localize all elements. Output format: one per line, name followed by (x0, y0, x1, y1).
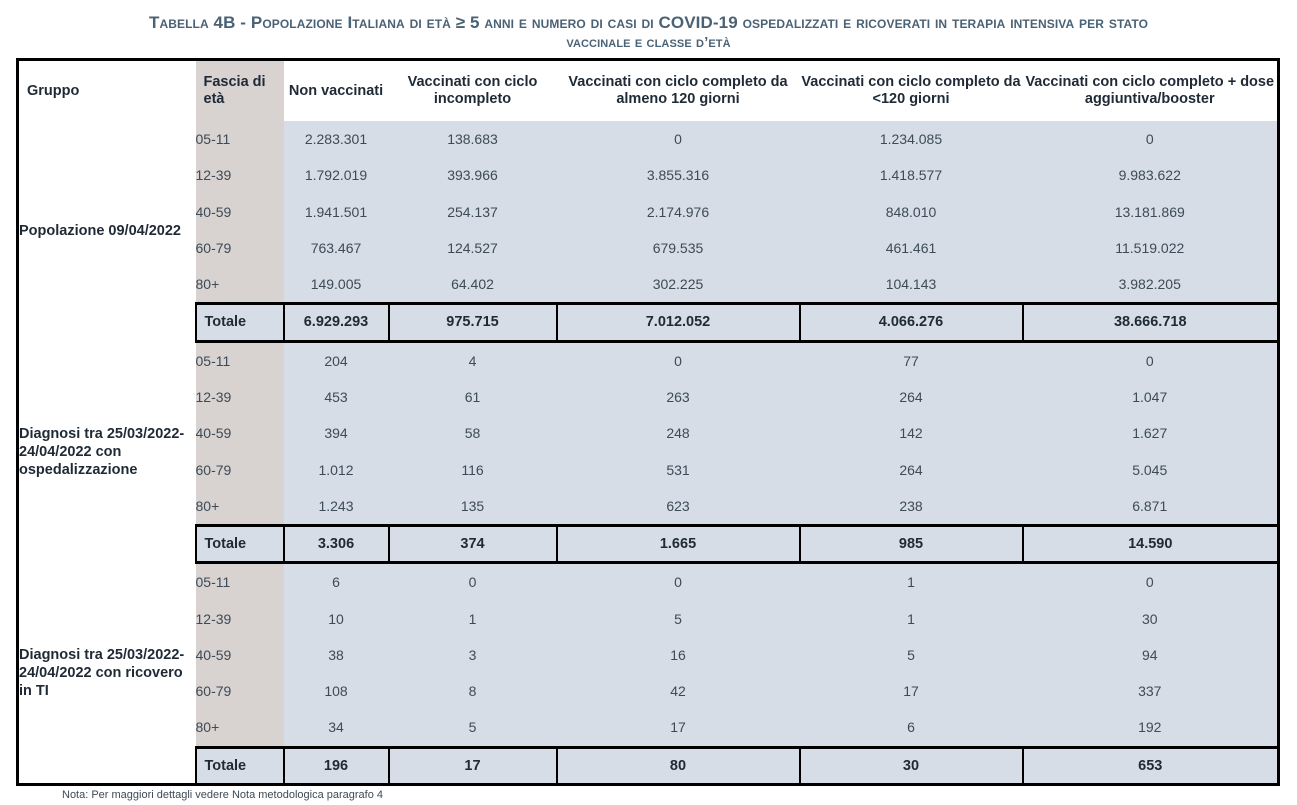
value-cell: 1.418.577 (800, 157, 1023, 193)
age-band-cell: 12-39 (196, 601, 284, 637)
table-row (18, 709, 1279, 747)
value-cell: 38 (284, 637, 389, 673)
table-row (18, 194, 1279, 230)
value-cell: 30 (1023, 601, 1279, 637)
age-band-cell: 05-11 (196, 563, 284, 601)
total-value-cell: 3.306 (284, 525, 389, 562)
value-cell: 142 (800, 415, 1023, 451)
age-band-cell: 05-11 (196, 121, 284, 157)
header-ciclo-incompleto: Vaccinati con ciclo incompleto (389, 60, 557, 122)
age-band-cell: 12-39 (196, 157, 284, 193)
value-cell: 10 (284, 601, 389, 637)
value-cell: 34 (284, 709, 389, 747)
value-cell: 337 (1023, 673, 1279, 709)
total-value-cell: 80 (557, 747, 800, 784)
value-cell: 453 (284, 379, 389, 415)
value-cell: 5 (389, 709, 557, 747)
table-row (18, 488, 1279, 526)
total-value-cell: 975.715 (389, 304, 557, 341)
value-cell: 531 (557, 451, 800, 487)
table-row (18, 379, 1279, 415)
value-cell: 461.461 (800, 230, 1023, 266)
header-non-vaccinati: Non vaccinati (284, 60, 389, 122)
total-value-cell: 653 (1023, 747, 1279, 784)
value-cell: 263 (557, 379, 800, 415)
total-value-cell: 17 (389, 747, 557, 784)
value-cell: 116 (389, 451, 557, 487)
table-row (18, 451, 1279, 487)
title-line-2: vaccinale e classe d’età (566, 34, 731, 51)
value-cell: 3.855.316 (557, 157, 800, 193)
value-cell: 17 (557, 709, 800, 747)
value-cell: 848.010 (800, 194, 1023, 230)
header-booster: Vaccinati con ciclo completo + dose aggiuntiva/booster (1023, 60, 1279, 122)
total-row (18, 525, 1279, 562)
age-band-cell: 80+ (196, 266, 284, 304)
table-row (18, 121, 1279, 157)
age-band-cell: 80+ (196, 709, 284, 747)
value-cell: 77 (800, 341, 1023, 379)
value-cell: 58 (389, 415, 557, 451)
value-cell: 6.871 (1023, 488, 1279, 526)
value-cell: 8 (389, 673, 557, 709)
total-value-cell: 196 (284, 747, 389, 784)
value-cell: 1.047 (1023, 379, 1279, 415)
age-band-cell: 40-59 (196, 194, 284, 230)
table-row (18, 673, 1279, 709)
age-band-cell: 05-11 (196, 341, 284, 379)
total-value-cell: 30 (800, 747, 1023, 784)
value-cell: 42 (557, 673, 800, 709)
value-cell: 5 (557, 601, 800, 637)
value-cell: 4 (389, 341, 557, 379)
table-row (18, 415, 1279, 451)
age-band-cell: 60-79 (196, 230, 284, 266)
total-value-cell: 6.929.293 (284, 304, 389, 341)
header-ciclo-completo-under-120: Vaccinati con ciclo completo da <120 giorni (800, 60, 1023, 122)
total-row (18, 304, 1279, 341)
value-cell: 1.627 (1023, 415, 1279, 451)
value-cell: 6 (284, 563, 389, 601)
value-cell: 2.174.976 (557, 194, 800, 230)
total-value-cell: 374 (389, 525, 557, 562)
value-cell: 0 (1023, 341, 1279, 379)
group-label: Diagnosi tra 25/03/2022- 24/04/2022 con ospedalizzazione (18, 341, 196, 563)
value-cell: 0 (1023, 121, 1279, 157)
value-cell: 302.225 (557, 266, 800, 304)
age-band-cell: 40-59 (196, 637, 284, 673)
total-value-cell: 985 (800, 525, 1023, 562)
value-cell: 0 (389, 563, 557, 601)
total-value-cell: 7.012.052 (557, 304, 800, 341)
title-line-1: Tabella 4B - Popolazione Italiana di età ≥ 5 anni e numero di casi di COVID-19 ospedalizzati e ricoverati in terapia intensiva per stato (148, 13, 1149, 32)
value-cell: 204 (284, 341, 389, 379)
table-row (18, 157, 1279, 193)
value-cell: 1.941.501 (284, 194, 389, 230)
value-cell: 1 (800, 601, 1023, 637)
vaccination-table (16, 58, 1280, 786)
table-row (18, 563, 1279, 601)
header-ciclo-completo-120-plus: Vaccinati con ciclo completo da almeno 120 giorni (557, 60, 800, 122)
value-cell: 16 (557, 637, 800, 673)
total-label: Totale (196, 747, 284, 784)
value-cell: 248 (557, 415, 800, 451)
value-cell: 1.792.019 (284, 157, 389, 193)
value-cell: 5.045 (1023, 451, 1279, 487)
value-cell: 393.966 (389, 157, 557, 193)
total-value-cell: 4.066.276 (800, 304, 1023, 341)
value-cell: 238 (800, 488, 1023, 526)
table-title (0, 12, 1297, 53)
total-value-cell: 38.666.718 (1023, 304, 1279, 341)
value-cell: 264 (800, 379, 1023, 415)
total-label: Totale (196, 304, 284, 341)
value-cell: 1.012 (284, 451, 389, 487)
value-cell: 11.519.022 (1023, 230, 1279, 266)
value-cell: 264 (800, 451, 1023, 487)
value-cell: 1.234.085 (800, 121, 1023, 157)
table-row (18, 637, 1279, 673)
value-cell: 17 (800, 673, 1023, 709)
value-cell: 1 (389, 601, 557, 637)
value-cell: 149.005 (284, 266, 389, 304)
value-cell: 138.683 (389, 121, 557, 157)
value-cell: 13.181.869 (1023, 194, 1279, 230)
value-cell: 0 (557, 341, 800, 379)
age-band-cell: 40-59 (196, 415, 284, 451)
value-cell: 3.982.205 (1023, 266, 1279, 304)
total-value-cell: 1.665 (557, 525, 800, 562)
value-cell: 0 (1023, 563, 1279, 601)
value-cell: 135 (389, 488, 557, 526)
value-cell: 192 (1023, 709, 1279, 747)
value-cell: 1 (800, 563, 1023, 601)
header-fascia-eta: Fascia di età (196, 60, 284, 122)
value-cell: 679.535 (557, 230, 800, 266)
value-cell: 5 (800, 637, 1023, 673)
header-gruppo: Gruppo (18, 60, 196, 122)
value-cell: 623 (557, 488, 800, 526)
value-cell: 64.402 (389, 266, 557, 304)
group-label: Diagnosi tra 25/03/2022- 24/04/2022 con ricovero in TI (18, 563, 196, 785)
value-cell: 0 (557, 121, 800, 157)
value-cell: 104.143 (800, 266, 1023, 304)
value-cell: 254.137 (389, 194, 557, 230)
value-cell: 124.527 (389, 230, 557, 266)
table-row (18, 266, 1279, 304)
value-cell: 94 (1023, 637, 1279, 673)
value-cell: 0 (557, 563, 800, 601)
value-cell: 2.283.301 (284, 121, 389, 157)
value-cell: 3 (389, 637, 557, 673)
total-value-cell: 14.590 (1023, 525, 1279, 562)
age-band-cell: 12-39 (196, 379, 284, 415)
table-row (18, 601, 1279, 637)
value-cell: 6 (800, 709, 1023, 747)
group-label: Popolazione 09/04/2022 (18, 121, 196, 341)
total-row (18, 747, 1279, 784)
table-row (18, 230, 1279, 266)
table-row (18, 341, 1279, 379)
value-cell: 9.983.622 (1023, 157, 1279, 193)
total-label: Totale (196, 525, 284, 562)
age-band-cell: 60-79 (196, 451, 284, 487)
age-band-cell: 80+ (196, 488, 284, 526)
value-cell: 61 (389, 379, 557, 415)
value-cell: 108 (284, 673, 389, 709)
value-cell: 394 (284, 415, 389, 451)
value-cell: 1.243 (284, 488, 389, 526)
value-cell: 763.467 (284, 230, 389, 266)
header-row (18, 60, 1279, 122)
age-band-cell: 60-79 (196, 673, 284, 709)
footnote: Nota: Per maggiori dettagli vedere Nota metodologica paragrafo 4 (62, 789, 384, 801)
